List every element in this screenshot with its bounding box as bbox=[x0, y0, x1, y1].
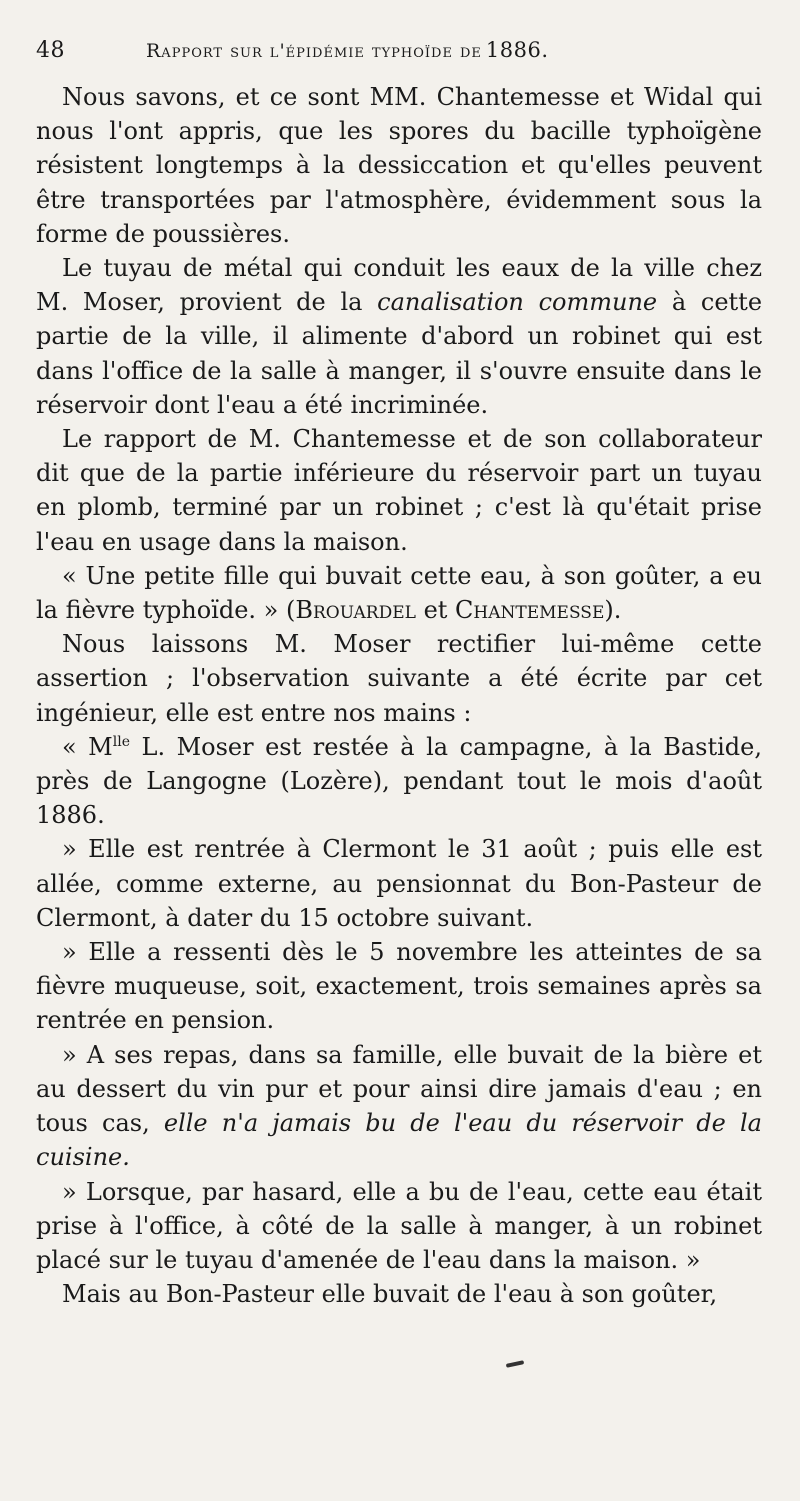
text-run: L. Moser est restée à la campagne, à la Bastide, près de Langogne (Lozère), pendant tout le mois d'août 1886. bbox=[36, 732, 762, 830]
page-number: 48 bbox=[36, 38, 65, 63]
paragraph: Mais au Bon-Pasteur elle buvait de l'eau à son goûter, bbox=[62, 1280, 718, 1309]
running-head: Rapport sur l'épidémie typhoïde de bbox=[146, 40, 482, 62]
paragraph bbox=[36, 730, 762, 833]
paragraph bbox=[36, 1038, 762, 1175]
paragraph: » Elle est rentrée à Clermont le 31 août ; puis elle est allée, comme externe, au pensionnat du Bon-Pasteur de Clermont, à dater du 15 octobre suivant. bbox=[36, 835, 762, 932]
text-run: Le tuyau de métal qui conduit les eaux de la ville chez M. Moser, provient de la bbox=[36, 254, 762, 317]
page-header bbox=[36, 38, 762, 74]
paragraph bbox=[36, 251, 762, 422]
paragraph bbox=[36, 559, 762, 627]
paragraph: » Elle a ressenti dès le 5 novembre les atteintes de sa fièvre muqueuse, soit, exactement, trois semaines après sa rentrée en pension. bbox=[36, 938, 762, 1035]
ink-speck bbox=[506, 1360, 524, 1368]
paragraph: » Lorsque, par hasard, elle a bu de l'eau, cette eau était prise à l'office, à côté de la salle à manger, à un robinet placé sur le tuyau d'amenée de l'eau dans la maison. » bbox=[36, 1177, 762, 1274]
text-run: « Une petite fille qui buvait cette eau, à son goûter, a eu la fièvre typhoïde. » ( bbox=[36, 561, 762, 625]
running-head-year: 1886. bbox=[485, 38, 549, 62]
italic-text: canalisation commune bbox=[377, 288, 658, 317]
text-run: à cette partie de la ville, il alimente d'abord un robinet qui est dans l'office de la salle à manger, il s'ouvre ensuite dans le réservoir dont l'eau a été incriminée. bbox=[36, 288, 763, 419]
author-name: Brouardel bbox=[295, 596, 416, 625]
paragraph: Nous laissons M. Moser rectifier lui-même cette assertion ; l'observation suivante a été écrite par cet ingénieur, elle est entre nos mains : bbox=[36, 630, 762, 727]
paragraph: Le rapport de M. Chantemesse et de son collaborateur dit que de la partie inférieure du réservoir part un tuyau en plomb, terminé par un robinet ; c'est là qu'était prise l'eau en usage dans la maison. bbox=[36, 425, 762, 556]
body-text bbox=[36, 80, 762, 1311]
superscript: lle bbox=[112, 733, 131, 750]
text-run: ). bbox=[604, 596, 622, 625]
text-run: et bbox=[415, 596, 456, 625]
paragraph: Nous savons, et ce sont MM. Chantemesse et Widal qui nous l'ont appris, que les spores du bacille typhoïgène résistent longtemps à la dessiccation et qu'elles peuvent être transportées par l'atmosphère, évidemment sous la forme de poussières. bbox=[36, 83, 762, 248]
text-run: « M bbox=[62, 732, 113, 761]
author-name: Chantemesse bbox=[455, 596, 605, 625]
text-run: » A ses repas, dans sa famille, elle buvait de la bière et au dessert du vin pur et pour ainsi dire jamais d'eau ; en tous cas, bbox=[36, 1040, 762, 1138]
italic-text: elle n'a jamais bu de l'eau du réservoir de la cuisine. bbox=[36, 1109, 762, 1172]
